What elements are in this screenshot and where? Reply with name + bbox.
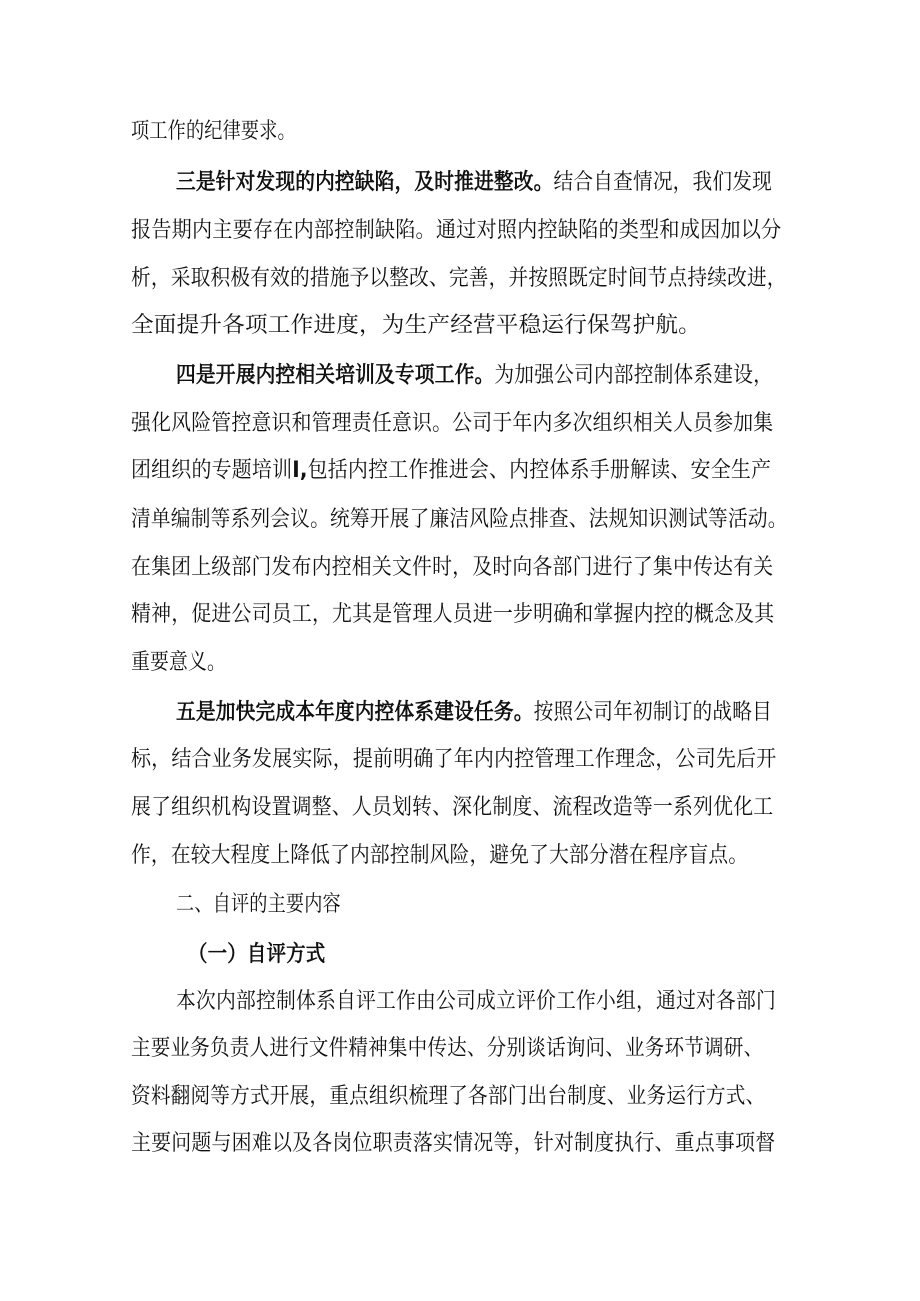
text-run: 清单编制等系列会议。统筹开展了廉洁风险点排查、法规知识测试等活动。: [131, 507, 788, 532]
text-run: 标，结合业务发展实际，提前明确了年内内控管理工作理念，公司先后开: [131, 747, 777, 772]
text-line: [131, 745, 776, 775]
text-run: 结合自查情况，我们发现: [553, 170, 773, 195]
text-run: 为加强公司内部控制体系建设，: [494, 363, 774, 388]
text-run: 重要意义。: [131, 650, 227, 675]
text-run: 强化风险管控意识和管理责任意识。公司于年内多次组织相关人员参加集: [131, 411, 774, 436]
text-line: [131, 264, 787, 294]
subsection-heading: [188, 940, 325, 970]
bold-lead: 三是针对发现的内控缺陷，及时推进整改。: [176, 170, 554, 195]
text-run: 全面提升各项工作进度，为生产经营平稳运行保驾护航。: [131, 313, 702, 338]
text-line: [131, 793, 773, 823]
text-run: 精神，促进公司员工，尤其是管理人员进一步明确和掌握内控的概念及其: [131, 602, 775, 627]
text-line: [131, 409, 773, 439]
text-run-bold: I,: [292, 458, 308, 483]
text-run: 展了组织机构设置调整、人员划转、深化制度、流程改造等一系列优化工: [131, 795, 774, 820]
text-line: [131, 1082, 765, 1112]
text-line: [131, 117, 296, 147]
paragraph-line: [176, 361, 773, 391]
text-run: 报告期内主要存在内部控制缺陷。通过对照内控缺陷的类型和成因加以分: [131, 218, 782, 243]
text-run: （一）自评方式: [188, 942, 326, 967]
text-line: [131, 456, 771, 486]
text-run: 按照公司年初制订的战略目: [533, 700, 773, 725]
paragraph-line: [176, 698, 772, 728]
text-run: 团组织的专题培训: [131, 458, 293, 483]
text-line: [131, 1129, 775, 1159]
text-line: [131, 648, 226, 678]
text-line: [131, 1034, 763, 1064]
bold-lead: 四是开展内控相关培训及专项工作。: [176, 363, 495, 388]
text-run: 资料翻阅等方式开展，重点组织梳理了各部门出台制度、业务运行方式、: [131, 1084, 766, 1109]
text-run: 二、自评的主要内容: [176, 892, 341, 917]
text-line: [131, 600, 774, 630]
text-line: [131, 311, 701, 341]
paragraph-line: [176, 987, 776, 1017]
text-run: 析，采取积极有效的措施予以整改、完善，并按照既定时间节点持续改进，: [131, 266, 787, 291]
text-run: 项工作的纪律要求。: [131, 119, 296, 144]
text-line: [131, 553, 773, 583]
section-heading: [176, 890, 341, 920]
text-line: [131, 216, 781, 246]
text-run: 主要问题与困难以及各岗位职责落实情况等，针对制度执行、重点事项督: [131, 1131, 776, 1156]
text-run: 在集团上级部门发布内控相关文件时，及时向各部门进行了集中传达有关: [131, 555, 774, 580]
text-run: 主要业务负责人进行文件精神集中传达、分别谈话询问、业务环节调研、: [131, 1036, 764, 1061]
text-run: 本次内部控制体系自评工作由公司成立评价工作小组，通过对各部门: [176, 989, 777, 1014]
bold-lead: 五是加快完成本年度内控体系建设任务。: [176, 700, 534, 725]
text-line: [131, 841, 748, 871]
text-run: 包括内控工作推进会、内控体系手册解读、安全生产: [307, 458, 772, 483]
text-line: [131, 505, 788, 535]
paragraph-line: [176, 168, 772, 198]
text-run: 作，在较大程度上降低了内部控制风险，避免了大部分潜在程序盲点。: [131, 843, 749, 868]
